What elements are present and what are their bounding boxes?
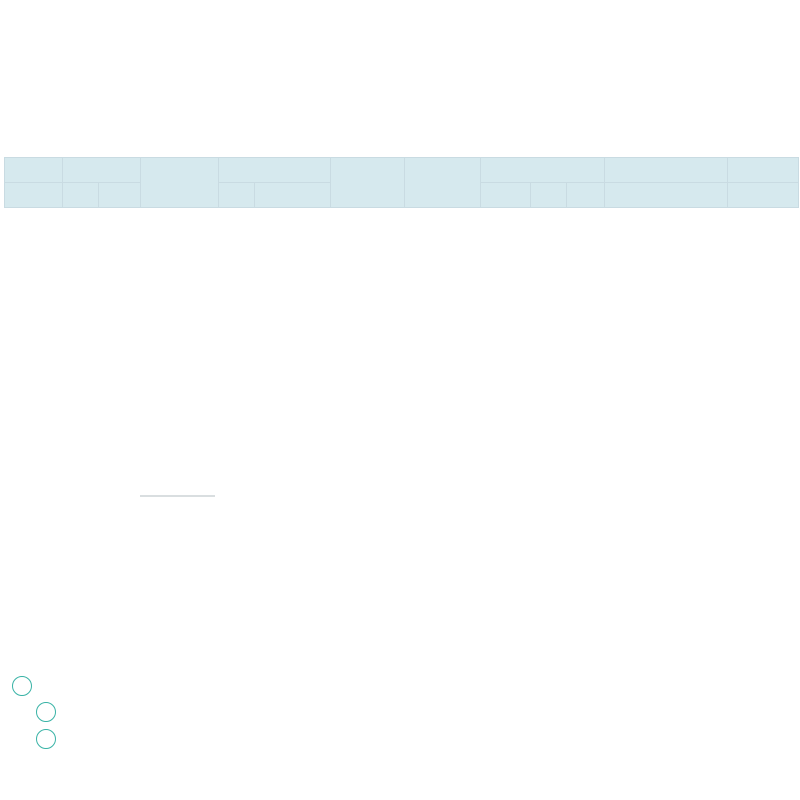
note-number-1 bbox=[12, 676, 32, 696]
header-gauge-sub bbox=[728, 183, 799, 208]
header-noload-current bbox=[331, 158, 405, 208]
header-lv bbox=[99, 183, 141, 208]
header-body-weight bbox=[481, 183, 531, 208]
header-noload bbox=[219, 183, 255, 208]
note-number-2 bbox=[36, 702, 56, 722]
header-weight bbox=[481, 158, 605, 183]
header-oil-weight bbox=[531, 183, 567, 208]
header-capacity-unit bbox=[5, 183, 63, 208]
header-loss bbox=[219, 158, 331, 183]
note-1 bbox=[12, 676, 38, 700]
header-hv bbox=[63, 183, 99, 208]
header-dims bbox=[605, 158, 728, 183]
header-voltage bbox=[63, 158, 141, 183]
header-total-weight bbox=[567, 183, 605, 208]
header-gauge bbox=[728, 158, 799, 183]
header-capacity bbox=[5, 158, 63, 183]
header-impedance bbox=[405, 158, 481, 208]
header-dims-sub bbox=[605, 183, 728, 208]
note-3 bbox=[36, 729, 62, 753]
spec-table bbox=[4, 157, 799, 208]
note-2 bbox=[36, 702, 62, 726]
note-number-3 bbox=[36, 729, 56, 749]
header-vector bbox=[141, 158, 219, 208]
header-load bbox=[255, 183, 331, 208]
